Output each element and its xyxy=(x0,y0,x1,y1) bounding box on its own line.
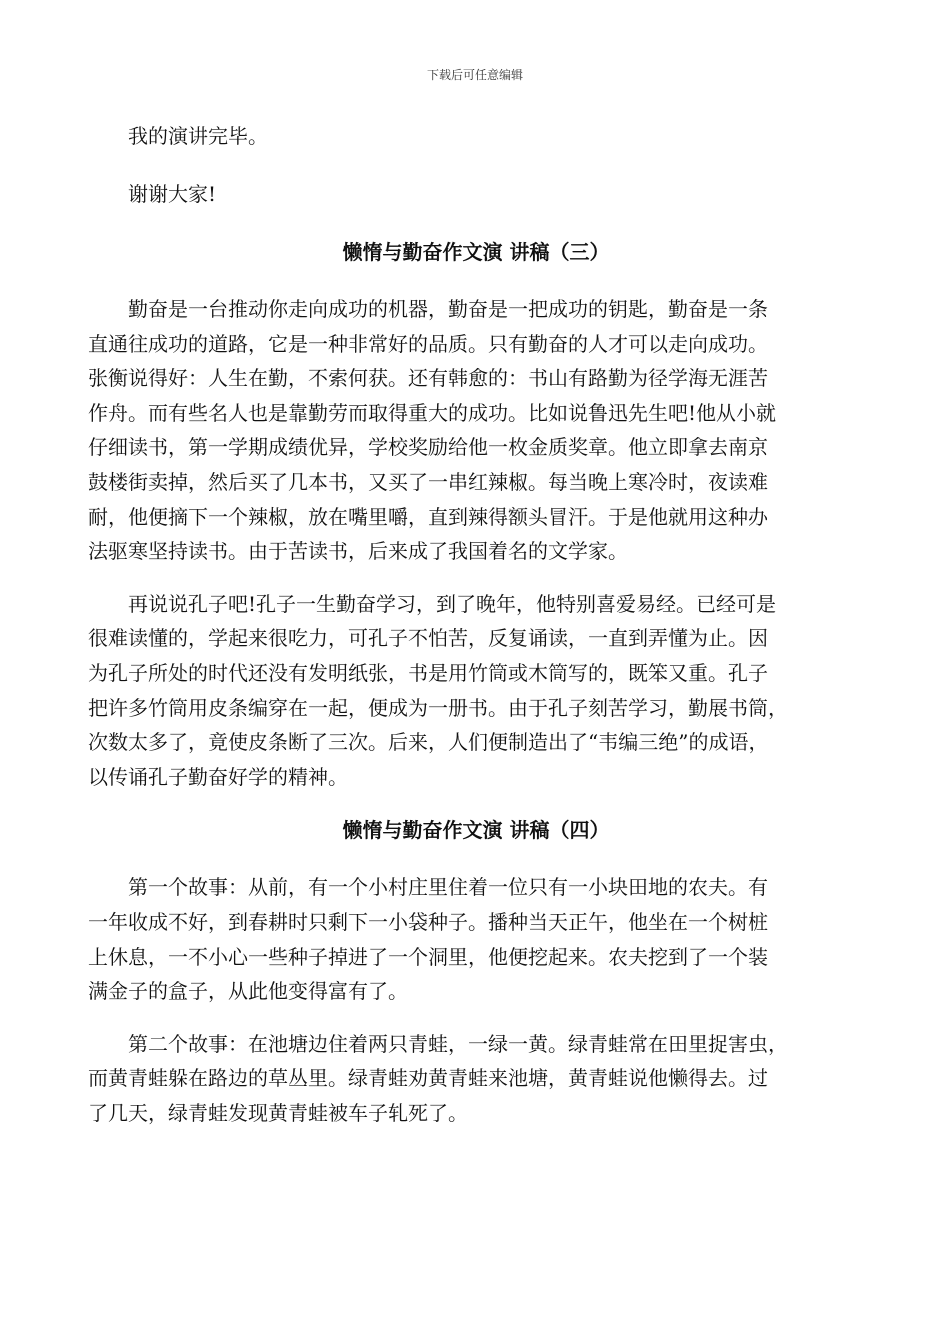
section-3-paragraph-2 xyxy=(88,587,864,795)
section-3-paragraph-1 xyxy=(88,292,864,569)
section-3-title: 懒惰与勤奋作文演 讲稿（三） xyxy=(342,240,610,264)
text-line: 很难读懂的，学起来很吃力，可孔子不怕苦，反复诵读，一直到弄懂为止。因 xyxy=(88,626,768,651)
text-line: 把许多竹筒用皮条编穿在一起，便成为一册书。由于孔子刻苦学习，勤展书筒， xyxy=(88,695,788,720)
text-line: 第二个故事：在池塘边住着两只青蛙，一绿一黄。绿青蛙常在田里捉害虫， xyxy=(128,1031,788,1056)
page-header-note: 下载后可任意编辑 xyxy=(426,68,523,82)
text-line: 第一个故事：从前，有一个小村庄里住着一位只有一小块田地的农夫。有 xyxy=(128,875,768,900)
text-line: 直通往成功的道路，它是一种非常好的品质。只有勤奋的人才可以走向成功。 xyxy=(88,331,768,356)
text-line: 上休息，一不小心一些种子掉进了一个洞里，他便挖起来。农夫挖到了一个装 xyxy=(88,944,768,969)
text-line: 仔细读书，第一学期成绩优异，学校奖励给他一枚金质奖章。他立即拿去南京 xyxy=(88,435,768,460)
text-line: 作舟。而有些名人也是靠勤劳而取得重大的成功。比如说鲁迅先生吧!他从小就 xyxy=(88,400,777,425)
text-line: 张衡说得好：人生在勤，不索何获。还有韩愈的：书山有路勤为径学海无涯苦 xyxy=(88,366,768,391)
section-4-title: 懒惰与勤奋作文演 讲稿（四） xyxy=(342,818,610,843)
closing-line-speech-end: 我的演讲完毕。 xyxy=(128,124,268,148)
section-4-paragraph-2 xyxy=(88,1027,864,1131)
text-line: 勤奋是一台推动你走向成功的机器，勤奋是一把成功的钥匙，勤奋是一条 xyxy=(128,297,768,321)
text-line: 鼓楼街卖掉，然后买了几本书，又买了一串红辣椒。每当晚上寒冷时，夜读难 xyxy=(88,469,768,494)
document-body xyxy=(88,118,864,1148)
text-line: 一年收成不好，到春耕时只剩下一小袋种子。播种当天正午，他坐在一个树桩 xyxy=(88,909,768,934)
closing-line-thanks: 谢谢大家! xyxy=(128,182,217,206)
text-line: 满金子的盒子，从此他变得富有了。 xyxy=(88,979,408,1004)
section-4-paragraph-1 xyxy=(88,870,864,1008)
text-line: 次数太多了，竟使皮条断了三次。后来，人们便制造出了“韦编三绝”的成语， xyxy=(88,730,769,755)
text-line: 耐，他便摘下一个辣椒，放在嘴里嚼，直到辣得额头冒汗。于是他就用这种办 xyxy=(88,504,768,529)
text-line: 再说说孔子吧!孔子一生勤奋学习，到了晚年，他特别喜爱易经。已经可是 xyxy=(128,591,777,616)
text-line: 以传诵孔子勤奋好学的精神。 xyxy=(88,764,348,789)
text-line: 了几天，绿青蛙发现黄青蛙被车子轧死了。 xyxy=(88,1100,468,1125)
text-line: 而黄青蛙躲在路边的草丛里。绿青蛙劝黄青蛙来池塘，黄青蛙说他懒得去。过 xyxy=(88,1066,768,1091)
text-line: 为孔子所处的时代还没有发明纸张，书是用竹筒或木筒写的，既笨又重。孔子 xyxy=(88,660,768,685)
text-line: 法驱寒坚持读书。由于苦读书，后来成了我国着名的文学家。 xyxy=(88,539,628,564)
